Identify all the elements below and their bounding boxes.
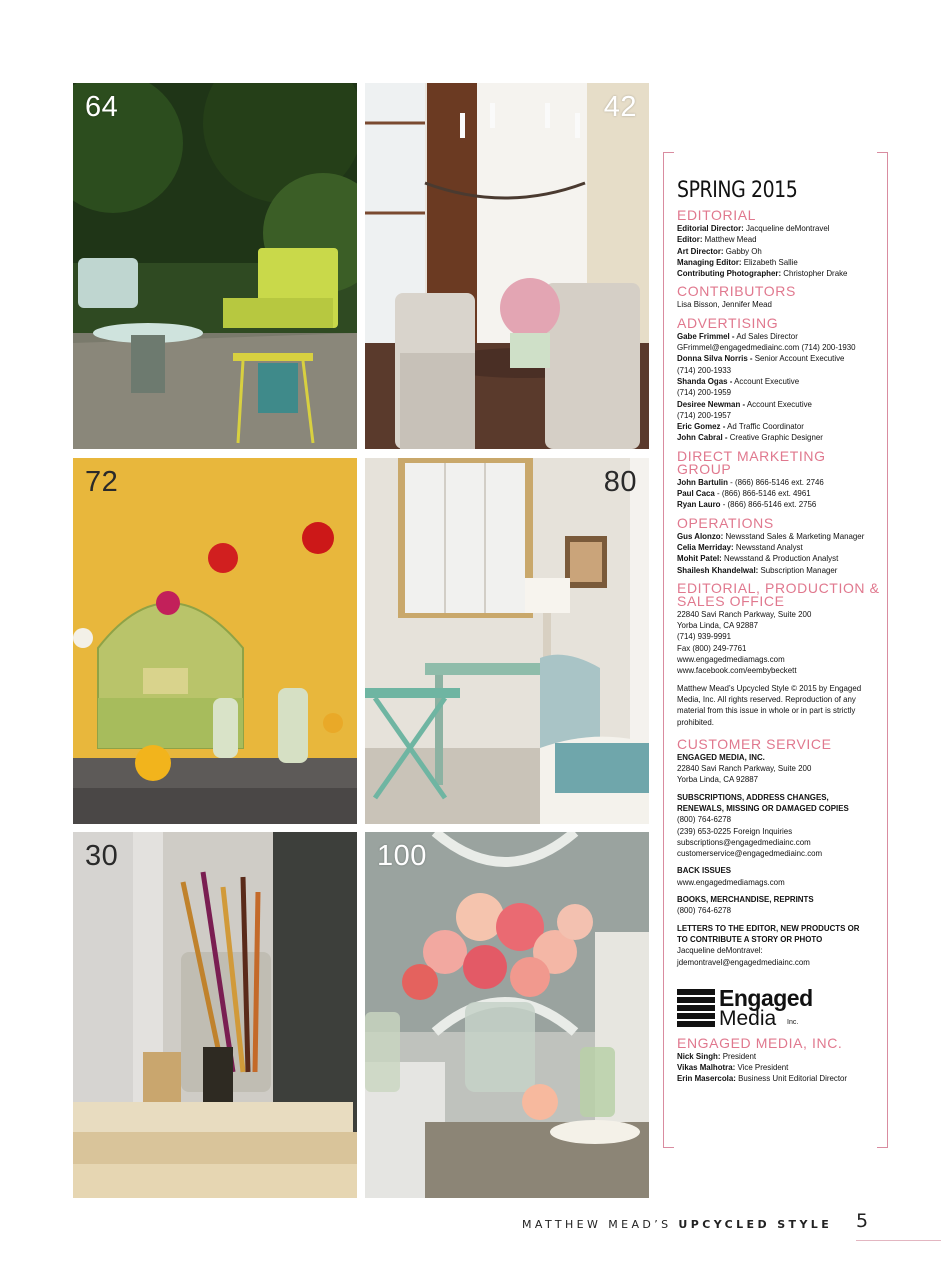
page-number-label: 64 bbox=[85, 91, 119, 123]
photo-garden-patio[interactable] bbox=[73, 83, 357, 449]
corner-rule bbox=[877, 1147, 887, 1148]
phone-line: (800) 764-6278 bbox=[677, 905, 732, 916]
staff-line: (714) 200-1959 bbox=[677, 387, 732, 398]
page-number-label: 80 bbox=[603, 466, 637, 498]
photo-dining-chandelier[interactable] bbox=[365, 83, 649, 449]
desk-room-image bbox=[365, 458, 649, 824]
issue-title: SPRING 2015 bbox=[677, 178, 798, 203]
section-heading-contributors: CONTRIBUTORS bbox=[677, 283, 796, 300]
logo-word-engaged: Engaged bbox=[719, 984, 813, 1011]
letters-heading: LETTERS TO THE EDITOR, NEW PRODUCTS OR bbox=[677, 922, 860, 933]
staff-line: Gabe Frimmel - Ad Sales Director bbox=[677, 330, 798, 341]
phone-line: (800) 764-6278 bbox=[677, 814, 732, 825]
staff-line: Donna Silva Norris - Senior Account Executive bbox=[677, 353, 845, 364]
fax-line: Fax (800) 249-7761 bbox=[677, 642, 747, 653]
email-link: jdemontravel@engagedmediainc.com bbox=[677, 956, 810, 967]
letters-heading-cont: TO CONTRIBUTE A STORY OR PHOTO bbox=[677, 933, 823, 944]
subscriptions-heading-cont: RENEWALS, MISSING OR DAMAGED COPIES bbox=[677, 802, 849, 813]
back-issues-heading: BACK ISSUES bbox=[677, 865, 732, 876]
running-footer: MATTHEW MEAD’S UPCYCLED STYLE bbox=[522, 1218, 833, 1231]
corner-rule bbox=[664, 152, 674, 153]
garden-patio-image bbox=[73, 83, 357, 449]
page-number-label: 42 bbox=[603, 91, 637, 123]
website-link: www.engagedmediamags.com bbox=[677, 876, 785, 887]
page-number-label: 100 bbox=[377, 840, 427, 872]
staff-line: Mohit Patel: Newsstand & Production Analyst bbox=[677, 553, 839, 564]
phone-line: (239) 653-0225 Foreign Inquiries bbox=[677, 825, 793, 836]
masthead-box bbox=[663, 152, 888, 1148]
books-heading: BOOKS, MERCHANDISE, REPRINTS bbox=[677, 894, 814, 905]
folio-rule bbox=[856, 1240, 941, 1241]
staff-line: John Cabral - Creative Graphic Designer bbox=[677, 432, 823, 443]
company-name: ENGAGED MEDIA, INC. bbox=[677, 751, 765, 762]
copyright-notice: Matthew Mead’s Upcycled Style © 2015 by Engaged Media, Inc. All rights reserved. Reproduction of any material from this issue in whole or in part is strictly prohibited. bbox=[677, 682, 862, 727]
staff-line: Editor: Matthew Mead bbox=[677, 234, 757, 245]
page-number-label: 30 bbox=[85, 840, 119, 872]
staff-line: Erin Masercola: Business Unit Editorial Director bbox=[677, 1073, 848, 1084]
staff-line: Paul Caca - (866) 866-5146 ext. 4961 bbox=[677, 488, 811, 499]
roses-table-image bbox=[365, 832, 649, 1198]
corner-rule bbox=[877, 152, 887, 153]
address-line: Yorba Linda, CA 92887 bbox=[677, 774, 759, 785]
section-heading-office: EDITORIAL, PRODUCTION & SALES OFFICE bbox=[677, 579, 880, 609]
dining-chandelier-image bbox=[365, 83, 649, 449]
email-link: customerservice@engagedmediainc.com bbox=[677, 848, 823, 859]
staff-line: John Bartulin - (866) 866-5146 ext. 2746 bbox=[677, 476, 824, 487]
section-heading-editorial: EDITORIAL bbox=[677, 207, 757, 223]
section-heading-advertising: ADVERTISING bbox=[677, 314, 779, 331]
photo-roses-table[interactable] bbox=[365, 832, 649, 1198]
section-heading-operations: OPERATIONS bbox=[677, 514, 774, 531]
staff-line: Nick Singh: President bbox=[677, 1050, 757, 1061]
page-number: 5 bbox=[856, 1210, 869, 1232]
engaged-media-logo bbox=[677, 985, 882, 1033]
staff-line: Vikas Malhotra: Vice President bbox=[677, 1062, 789, 1073]
staff-line: Gus Alonzo: Newsstand Sales & Marketing Manager bbox=[677, 530, 865, 541]
website-link: www.engagedmediamags.com bbox=[677, 654, 785, 665]
address-line: 22840 Savi Ranch Parkway, Suite 200 bbox=[677, 608, 812, 619]
staff-line: GFrimmel@engagedmediainc.com (714) 200-1930 bbox=[677, 342, 856, 353]
staff-line: Shanda Ogas - Account Executive bbox=[677, 375, 800, 386]
address-line: 22840 Savi Ranch Parkway, Suite 200 bbox=[677, 763, 812, 774]
section-heading-company: ENGAGED MEDIA, INC. bbox=[677, 1034, 843, 1051]
pencils-books-image bbox=[73, 832, 357, 1198]
staff-line: Shailesh Khandelwal: Subscription Manager bbox=[677, 564, 838, 575]
subscriptions-heading: SUBSCRIPTIONS, ADDRESS CHANGES, bbox=[677, 791, 829, 802]
birdcage-flowers-image bbox=[73, 458, 357, 824]
staff-line: Editorial Director: Jacqueline deMontravel bbox=[677, 223, 830, 233]
photo-birdcage-flowers[interactable] bbox=[73, 458, 357, 824]
staff-line: Ryan Lauro - (866) 866-5146 ext. 2756 bbox=[677, 499, 817, 510]
photo-desk-room[interactable] bbox=[365, 458, 649, 824]
email-link: subscriptions@engagedmediainc.com bbox=[677, 836, 811, 847]
logo-mark-icon bbox=[677, 989, 715, 1029]
staff-line: (714) 200-1957 bbox=[677, 409, 732, 420]
masthead-content bbox=[677, 178, 882, 1085]
corner-rule bbox=[664, 1147, 674, 1148]
staff-line: Lisa Bisson, Jennifer Mead bbox=[677, 299, 772, 310]
section-heading-direct-marketing: DIRECT MARKETING GROUP bbox=[677, 447, 826, 477]
address-line: Yorba Linda, CA 92887 bbox=[677, 620, 759, 631]
contact-name: Jacqueline deMontravel: bbox=[677, 945, 763, 956]
staff-line: Desiree Newman - Account Executive bbox=[677, 398, 812, 409]
staff-line: (714) 200-1933 bbox=[677, 364, 732, 375]
staff-line: Managing Editor: Elizabeth Sallie bbox=[677, 256, 798, 267]
logo-word-media: Media bbox=[719, 1006, 777, 1030]
staff-line: Art Director: Gabby Oh bbox=[677, 245, 762, 256]
facebook-link: www.facebook.com/eembybeckett bbox=[677, 665, 797, 676]
phone-line: (714) 939-9991 bbox=[677, 631, 732, 642]
page-number-label: 72 bbox=[85, 466, 119, 498]
logo-inc: Inc. bbox=[787, 1018, 799, 1026]
staff-line: Contributing Photographer: Christopher Drake bbox=[677, 268, 848, 279]
photo-pencils-books[interactable] bbox=[73, 832, 357, 1198]
staff-line: Celia Merriday: Newsstand Analyst bbox=[677, 541, 803, 552]
staff-line: Eric Gomez - Ad Traffic Coordinator bbox=[677, 421, 804, 432]
section-heading-customer-service: CUSTOMER SERVICE bbox=[677, 735, 832, 752]
